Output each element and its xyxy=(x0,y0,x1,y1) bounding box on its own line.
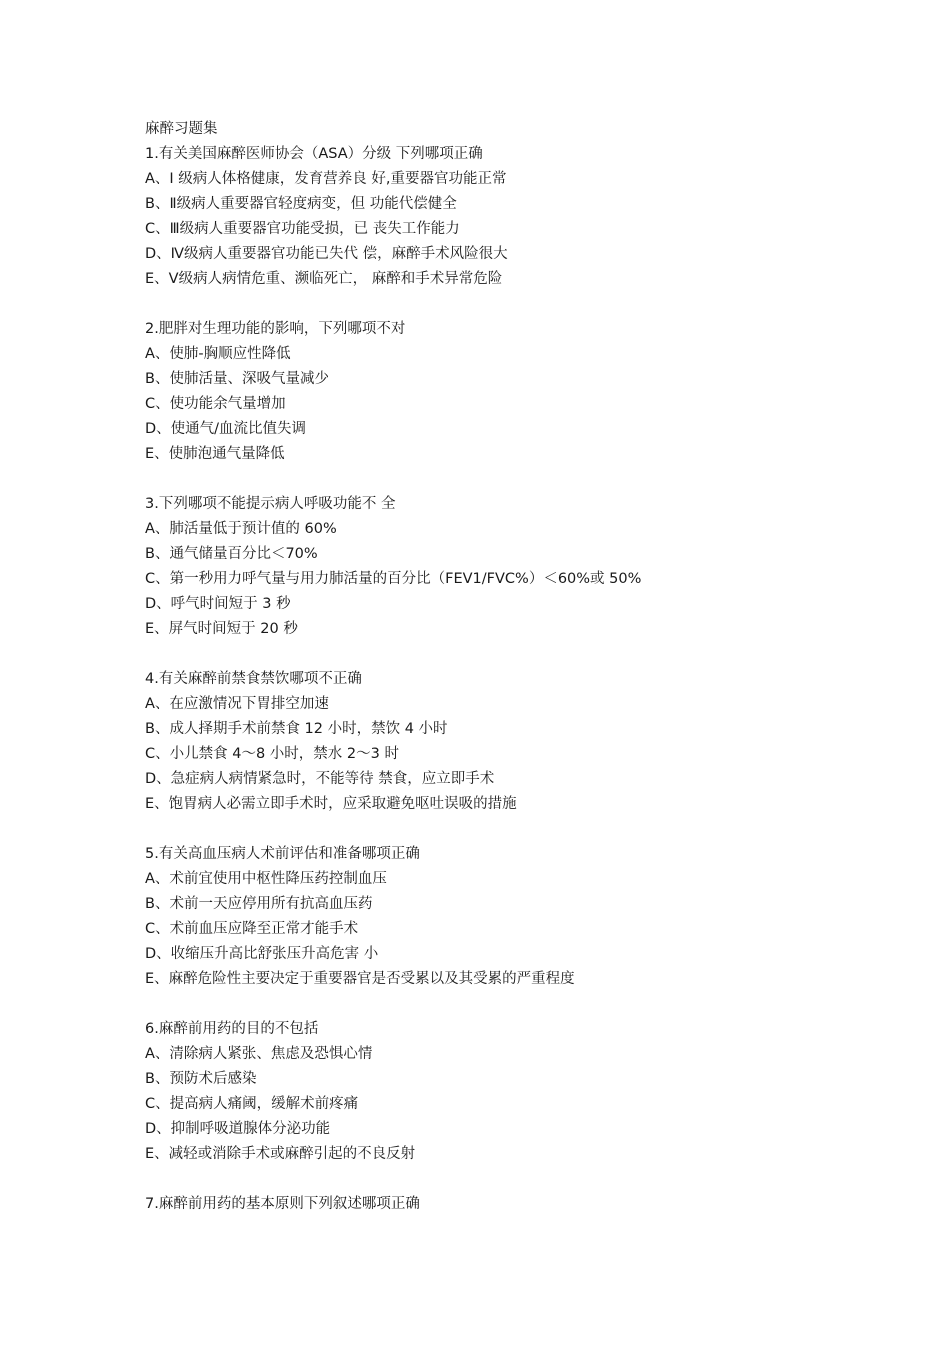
answer-option: B、通气储量百分比＜70% xyxy=(145,546,318,562)
document-title: 麻醉习题集 xyxy=(145,121,218,137)
paragraph-spacer xyxy=(145,467,905,492)
question-stem: 6.麻醉前用药的目的不包括 xyxy=(145,1021,319,1037)
answer-option: E、饱胃病人必需立即手术时，应采取避免呕吐误吸的措施 xyxy=(145,796,517,812)
answer-option: D、使通气/血流比值失调 xyxy=(145,421,307,437)
question-stem: 4.有关麻醉前禁食禁饮哪项不正确 xyxy=(145,671,362,687)
paragraph-spacer xyxy=(145,1167,905,1192)
question-stem: 1.有关美国麻醉医师协会（ASA）分级 下列哪项正确 xyxy=(145,146,483,162)
answer-option: C、Ⅲ级病人重要器官功能受损，已 丧失工作能力 xyxy=(145,221,460,237)
answer-option: E、麻醉危险性主要决定于重要器官是否受累以及其受累的严重程度 xyxy=(145,971,575,987)
document-body xyxy=(145,117,905,1217)
question-block xyxy=(145,1192,905,1217)
answer-option: E、Ⅴ级病人病情危重、濒临死亡， 麻醉和手术异常危险 xyxy=(145,271,503,287)
question-stem: 3.下列哪项不能提示病人呼吸功能不 全 xyxy=(145,496,396,512)
answer-option: C、第一秒用力呼气量与用力肺活量的百分比（FEV1/FVC%）＜60%或 50% xyxy=(145,571,642,587)
answer-option: B、Ⅱ级病人重要器官轻度病变，但 功能代偿健全 xyxy=(145,196,457,212)
question-stem: 2.肥胖对生理功能的影响，下列哪项不对 xyxy=(145,321,406,337)
answer-option: E、屏气时间短于 20 秒 xyxy=(145,621,298,637)
answer-option: E、使肺泡通气量降低 xyxy=(145,446,285,462)
answer-option: A、在应激情况下胃排空加速 xyxy=(145,696,329,712)
answer-option: C、小儿禁食 4～8 小时，禁水 2～3 时 xyxy=(145,746,399,762)
answer-option: D、呼气时间短于 3 秒 xyxy=(145,596,291,612)
answer-option: D、抑制呼吸道腺体分泌功能 xyxy=(145,1121,331,1137)
question-stem: 7.麻醉前用药的基本原则下列叙述哪项正确 xyxy=(145,1196,420,1212)
question-block xyxy=(145,142,905,292)
answer-option: E、减轻或消除手术或麻醉引起的不良反射 xyxy=(145,1146,416,1162)
answer-option: B、使肺活量、深吸气量减少 xyxy=(145,371,329,387)
question-block xyxy=(145,317,905,467)
question-block xyxy=(145,842,905,992)
paragraph-spacer xyxy=(145,992,905,1017)
answer-option: C、使功能余气量增加 xyxy=(145,396,286,412)
question-block xyxy=(145,667,905,817)
answer-option: C、术前血压应降至正常才能手术 xyxy=(145,921,359,937)
answer-option: A、I 级病人体格健康，发育营养良 好,重要器官功能正常 xyxy=(145,171,507,187)
question-stem: 5.有关高血压病人术前评估和准备哪项正确 xyxy=(145,846,420,862)
answer-option: A、使肺-胸顺应性降低 xyxy=(145,346,291,362)
paragraph-spacer xyxy=(145,642,905,667)
question-block xyxy=(145,1017,905,1167)
answer-option: B、预防术后感染 xyxy=(145,1071,257,1087)
paragraph-spacer xyxy=(145,817,905,842)
answer-option: A、肺活量低于预计值的 60% xyxy=(145,521,337,537)
paragraph-spacer xyxy=(145,292,905,317)
answer-option: D、Ⅳ级病人重要器官功能已失代 偿，麻醉手术风险很大 xyxy=(145,246,508,262)
answer-option: A、术前宜使用中枢性降压药控制血压 xyxy=(145,871,387,887)
answer-option: D、急症病人病情紧急时，不能等待 禁食，应立即手术 xyxy=(145,771,495,787)
answer-option: C、提高病人痛阈，缓解术前疼痛 xyxy=(145,1096,359,1112)
question-block xyxy=(145,492,905,642)
answer-option: A、清除病人紧张、焦虑及恐惧心情 xyxy=(145,1046,373,1062)
answer-option: D、收缩压升高比舒张压升高危害 小 xyxy=(145,946,379,962)
answer-option: B、术前一天应停用所有抗高血压药 xyxy=(145,896,373,912)
answer-option: B、成人择期手术前禁食 12 小时，禁饮 4 小时 xyxy=(145,721,448,737)
